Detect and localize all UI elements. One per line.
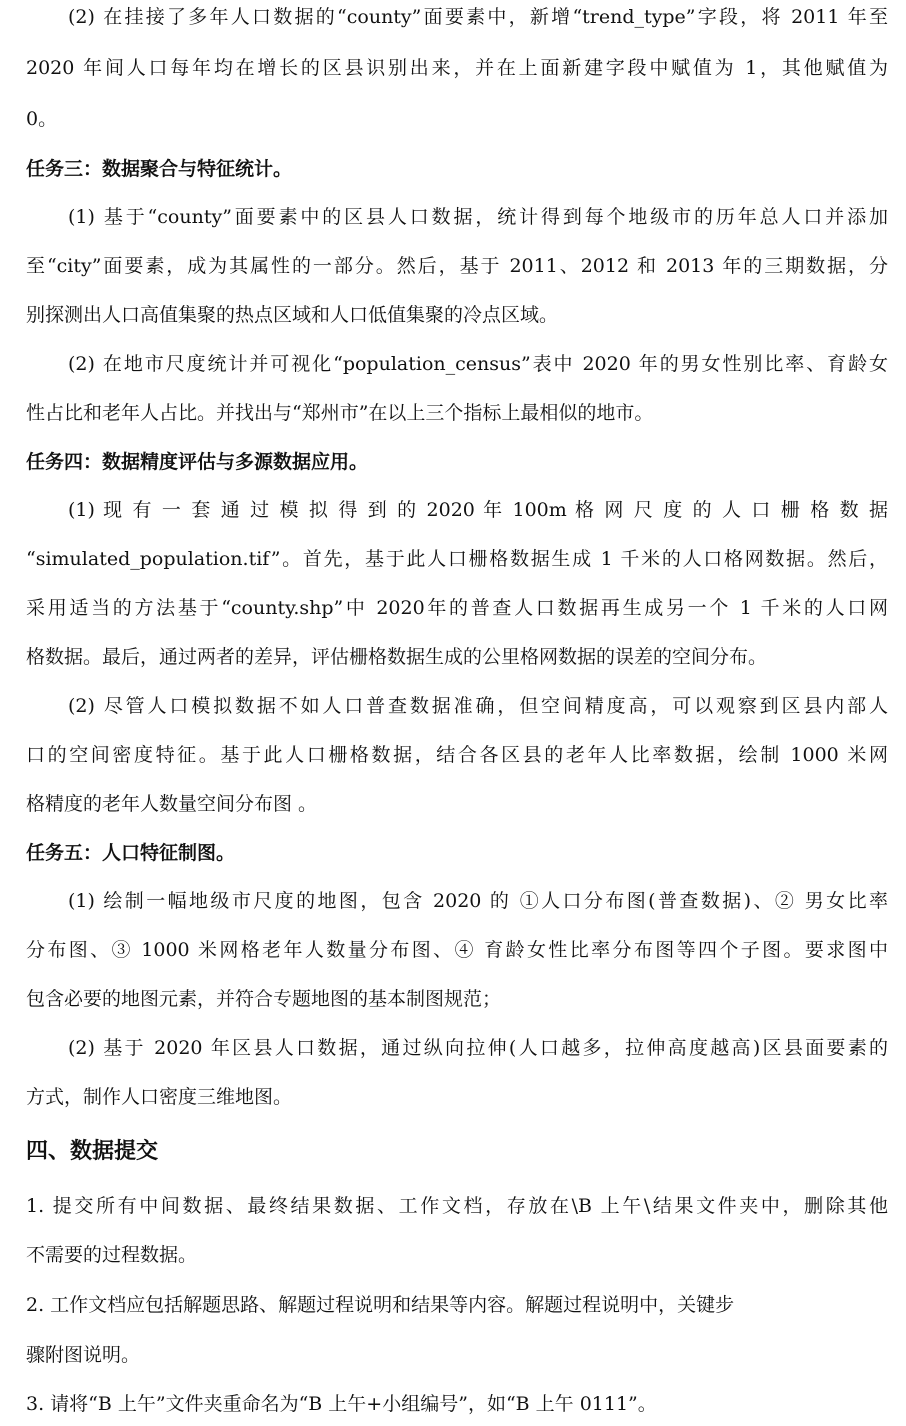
submission-item3: 3. 请将“B 上午”文件夹重命名为“B 上午+小组编号”，如“B 上午 0111”。 — [26, 1393, 657, 1415]
section-heading-submission: 四、数据提交 — [26, 1139, 159, 1164]
task3-item1-line3: 别探测出人口高值集聚的热点区域和人口低值集聚的冷点区域。 — [26, 304, 559, 326]
task5-item1-line3: 包含必要的地图元素，并符合专题地图的基本制图规范； — [26, 988, 502, 1010]
task4-item1-line4: 格数据。最后，通过两者的差异，评估栅格数据生成的公里格网数据的误差的空间分布。 — [26, 646, 768, 668]
task2-item2-line1: (2) 在挂接了多年人口数据的“county”面要素中，新增“trend_type”字段，将 2011 年至 — [68, 6, 888, 28]
task4-item2-line1: (2) 尽管人口模拟数据不如人口普查数据准确，但空间精度高，可以观察到区县内部人 — [68, 695, 888, 717]
task4-heading: 任务四：数据精度评估与多源数据应用。 — [26, 451, 369, 473]
task3-heading: 任务三：数据聚合与特征统计。 — [26, 158, 293, 180]
task4-item2-line3: 格精度的老年人数量空间分布图 。 — [26, 793, 318, 815]
task3-item2-line2: 性占比和老年人占比。并找出与“郑州市”在以上三个指标上最相似的地市。 — [26, 402, 654, 424]
submission-item1-line2: 不需要的过程数据。 — [26, 1244, 198, 1266]
task5-item1-line2: 分布图、③ 1000 米网格老年人数量分布图、④ 育龄女性比率分布图等四个子图。要求图中 — [26, 939, 888, 961]
task5-heading: 任务五：人口特征制图。 — [26, 842, 236, 864]
task5-item2-line2: 方式，制作人口密度三维地图。 — [26, 1086, 293, 1108]
task3-item2-line1: (2) 在地市尺度统计并可视化“population_census”表中 2020 年的男女性别比率、育龄女 — [68, 353, 888, 375]
submission-item2-line2: 骤附图说明。 — [26, 1344, 141, 1366]
task4-item1-line3: 采用适当的方法基于“county.shp”中 2020年的普查人口数据再生成另一个 1 千米的人口网 — [26, 597, 888, 619]
task3-item1-line2: 至“city”面要素，成为其属性的一部分。然后，基于 2011、2012 和 2013 年的三期数据，分 — [26, 255, 888, 277]
task3-item1-line1: (1) 基于“county”面要素中的区县人口数据，统计得到每个地级市的历年总人口并添加 — [68, 206, 888, 228]
submission-item1-line1: 1. 提交所有中间数据、最终结果数据、工作文档，存放在\B 上午\结果文件夹中，删除其他 — [26, 1195, 888, 1217]
task2-item2-line3: 0。 — [26, 108, 58, 130]
task4-item2-line2: 口的空间密度特征。基于此人口栅格数据，结合各区县的老年人比率数据，绘制 1000 米网 — [26, 744, 888, 766]
task4-item1-line1: (1) 现 有 一 套 通 过 模 拟 得 到 的 2020 年 100m 格 网 尺 度 的 人 口 栅 格 数 据 — [68, 499, 888, 521]
task5-item2-line1: (2) 基于 2020 年区县人口数据，通过纵向拉伸(人口越多，拉伸高度越高)区县面要素的 — [68, 1037, 888, 1059]
task2-item2-line2: 2020 年间人口每年均在增长的区县识别出来，并在上面新建字段中赋值为 1，其他赋值为 — [26, 57, 888, 79]
task4-item1-line2: “simulated_population.tif”。首先，基于此人口栅格数据生成 1 千米的人口格网数据。然后， — [26, 548, 888, 570]
submission-item2-line1: 2. 工作文档应包括解题思路、解题过程说明和结果等内容。解题过程说明中，关键步 — [26, 1294, 735, 1316]
task5-item1-line1: (1) 绘制一幅地级市尺度的地图，包含 2020 的 ①人口分布图(普查数据)、② 男女比率 — [68, 890, 888, 912]
